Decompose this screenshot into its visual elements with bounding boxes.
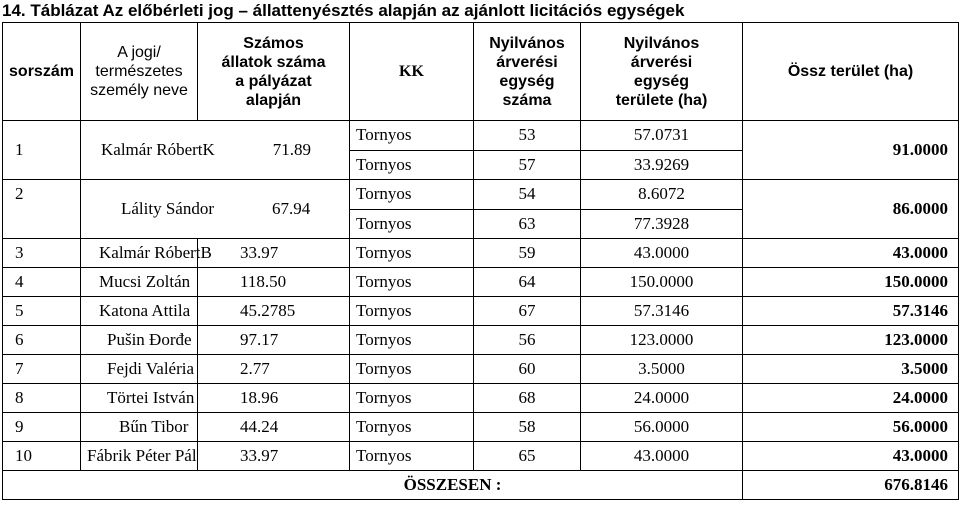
row-name: Mucsi Zoltán bbox=[81, 268, 198, 297]
row-name: Kalmár RóbertB bbox=[81, 239, 198, 268]
row-unit-area: 24.0000 bbox=[581, 384, 743, 413]
row-unit-number: 54 bbox=[474, 180, 581, 210]
row-kk: Tornyos bbox=[350, 326, 474, 355]
row-number: 9 bbox=[3, 413, 81, 442]
row-unit-area: 8.6072 bbox=[581, 180, 743, 210]
row-unit-area: 43.0000 bbox=[581, 442, 743, 471]
row-total: 123.0000 bbox=[743, 326, 959, 355]
row-number: 5 bbox=[3, 297, 81, 326]
row-unit-area: 77.3928 bbox=[581, 209, 743, 239]
row-unit-number: 60 bbox=[474, 355, 581, 384]
row-kk: Tornyos bbox=[350, 297, 474, 326]
table-row bbox=[3, 239, 959, 268]
row-kk: Tornyos bbox=[350, 442, 474, 471]
header-unit-number: Nyilvános árverési egység száma bbox=[474, 23, 581, 121]
row-animals: 45.2785 bbox=[198, 297, 350, 326]
row-unit-number: 58 bbox=[474, 413, 581, 442]
table-row bbox=[3, 268, 959, 297]
row-number: 2 bbox=[3, 180, 81, 239]
total-value: 676.8146 bbox=[743, 471, 959, 500]
row-kk: Tornyos bbox=[350, 355, 474, 384]
row-kk: Tornyos bbox=[350, 150, 474, 180]
row-total: 150.0000 bbox=[743, 268, 959, 297]
row-unit-area: 57.0731 bbox=[581, 121, 743, 151]
row-animals: 33.97 bbox=[198, 239, 350, 268]
header-name: A jogi/ természetes személy neve bbox=[81, 23, 198, 121]
table-row bbox=[3, 297, 959, 326]
row-number: 6 bbox=[3, 326, 81, 355]
row-kk: Tornyos bbox=[350, 413, 474, 442]
row-unit-number: 57 bbox=[474, 150, 581, 180]
row-animals: 2.77 bbox=[198, 355, 350, 384]
row-total: 86.0000 bbox=[743, 180, 959, 239]
row-number: 8 bbox=[3, 384, 81, 413]
row-unit-area: 57.3146 bbox=[581, 297, 743, 326]
row-name-animals: Lálity Sándor 67.94 bbox=[81, 180, 350, 239]
row-kk: Tornyos bbox=[350, 268, 474, 297]
header-row bbox=[3, 23, 959, 121]
total-label: ÖSSZESEN : bbox=[3, 471, 743, 500]
row-number: 4 bbox=[3, 268, 81, 297]
row-animals: 118.50 bbox=[198, 268, 350, 297]
row-unit-number: 64 bbox=[474, 268, 581, 297]
row-kk: Tornyos bbox=[350, 209, 474, 239]
header-kk: KK bbox=[350, 23, 474, 121]
header-total-area: Össz terület (ha) bbox=[743, 23, 959, 121]
table-row bbox=[3, 442, 959, 471]
row-total: 43.0000 bbox=[743, 239, 959, 268]
table-row bbox=[3, 413, 959, 442]
row-total: 91.0000 bbox=[743, 121, 959, 180]
row-number: 7 bbox=[3, 355, 81, 384]
row-animals: 44.24 bbox=[198, 413, 350, 442]
table-row bbox=[3, 180, 959, 210]
row-unit-area: 123.0000 bbox=[581, 326, 743, 355]
total-row bbox=[3, 471, 959, 500]
table-row bbox=[3, 355, 959, 384]
row-number: 3 bbox=[3, 239, 81, 268]
table-row bbox=[3, 121, 959, 151]
row-total: 43.0000 bbox=[743, 442, 959, 471]
row-animals: 97.17 bbox=[198, 326, 350, 355]
row-number: 10 bbox=[3, 442, 81, 471]
row-name: Fábrik Péter Pál bbox=[81, 442, 198, 471]
row-name: Fejdi Valéria bbox=[81, 355, 198, 384]
table-row bbox=[3, 384, 959, 413]
row-unit-area: 150.0000 bbox=[581, 268, 743, 297]
row-animals: 18.96 bbox=[198, 384, 350, 413]
row-total: 57.3146 bbox=[743, 297, 959, 326]
row-unit-number: 68 bbox=[474, 384, 581, 413]
row-unit-area: 33.9269 bbox=[581, 150, 743, 180]
row-name: Pušin Đorđe bbox=[81, 326, 198, 355]
row-total: 3.5000 bbox=[743, 355, 959, 384]
row-unit-number: 65 bbox=[474, 442, 581, 471]
row-unit-area: 43.0000 bbox=[581, 239, 743, 268]
row-unit-number: 67 bbox=[474, 297, 581, 326]
row-animals: 33.97 bbox=[198, 442, 350, 471]
row-name: Bűn Tibor bbox=[81, 413, 198, 442]
row-kk: Tornyos bbox=[350, 239, 474, 268]
row-unit-number: 56 bbox=[474, 326, 581, 355]
row-name: Katona Attila bbox=[81, 297, 198, 326]
row-unit-area: 56.0000 bbox=[581, 413, 743, 442]
row-kk: Tornyos bbox=[350, 121, 474, 151]
row-number: 1 bbox=[3, 121, 81, 180]
row-unit-number: 59 bbox=[474, 239, 581, 268]
row-unit-area: 3.5000 bbox=[581, 355, 743, 384]
row-name-animals: Kalmár RóbertK 71.89 bbox=[81, 121, 350, 180]
table-title: 14. Táblázat Az előbérleti jog – állattenyésztés alapján az ajánlott licitációs egységek bbox=[2, 1, 685, 20]
bid-units-table bbox=[2, 22, 959, 500]
row-kk: Tornyos bbox=[350, 180, 474, 210]
header-animals: Számos állatok száma a pályázat alapján bbox=[198, 23, 350, 121]
row-kk: Tornyos bbox=[350, 384, 474, 413]
row-unit-number: 63 bbox=[474, 209, 581, 239]
row-name: Törtei István bbox=[81, 384, 198, 413]
table-row bbox=[3, 326, 959, 355]
row-total: 24.0000 bbox=[743, 384, 959, 413]
header-unit-area: Nyilvános árverési egység területe (ha) bbox=[581, 23, 743, 121]
row-total: 56.0000 bbox=[743, 413, 959, 442]
header-sorszam: sorszám bbox=[3, 23, 81, 121]
row-unit-number: 53 bbox=[474, 121, 581, 151]
